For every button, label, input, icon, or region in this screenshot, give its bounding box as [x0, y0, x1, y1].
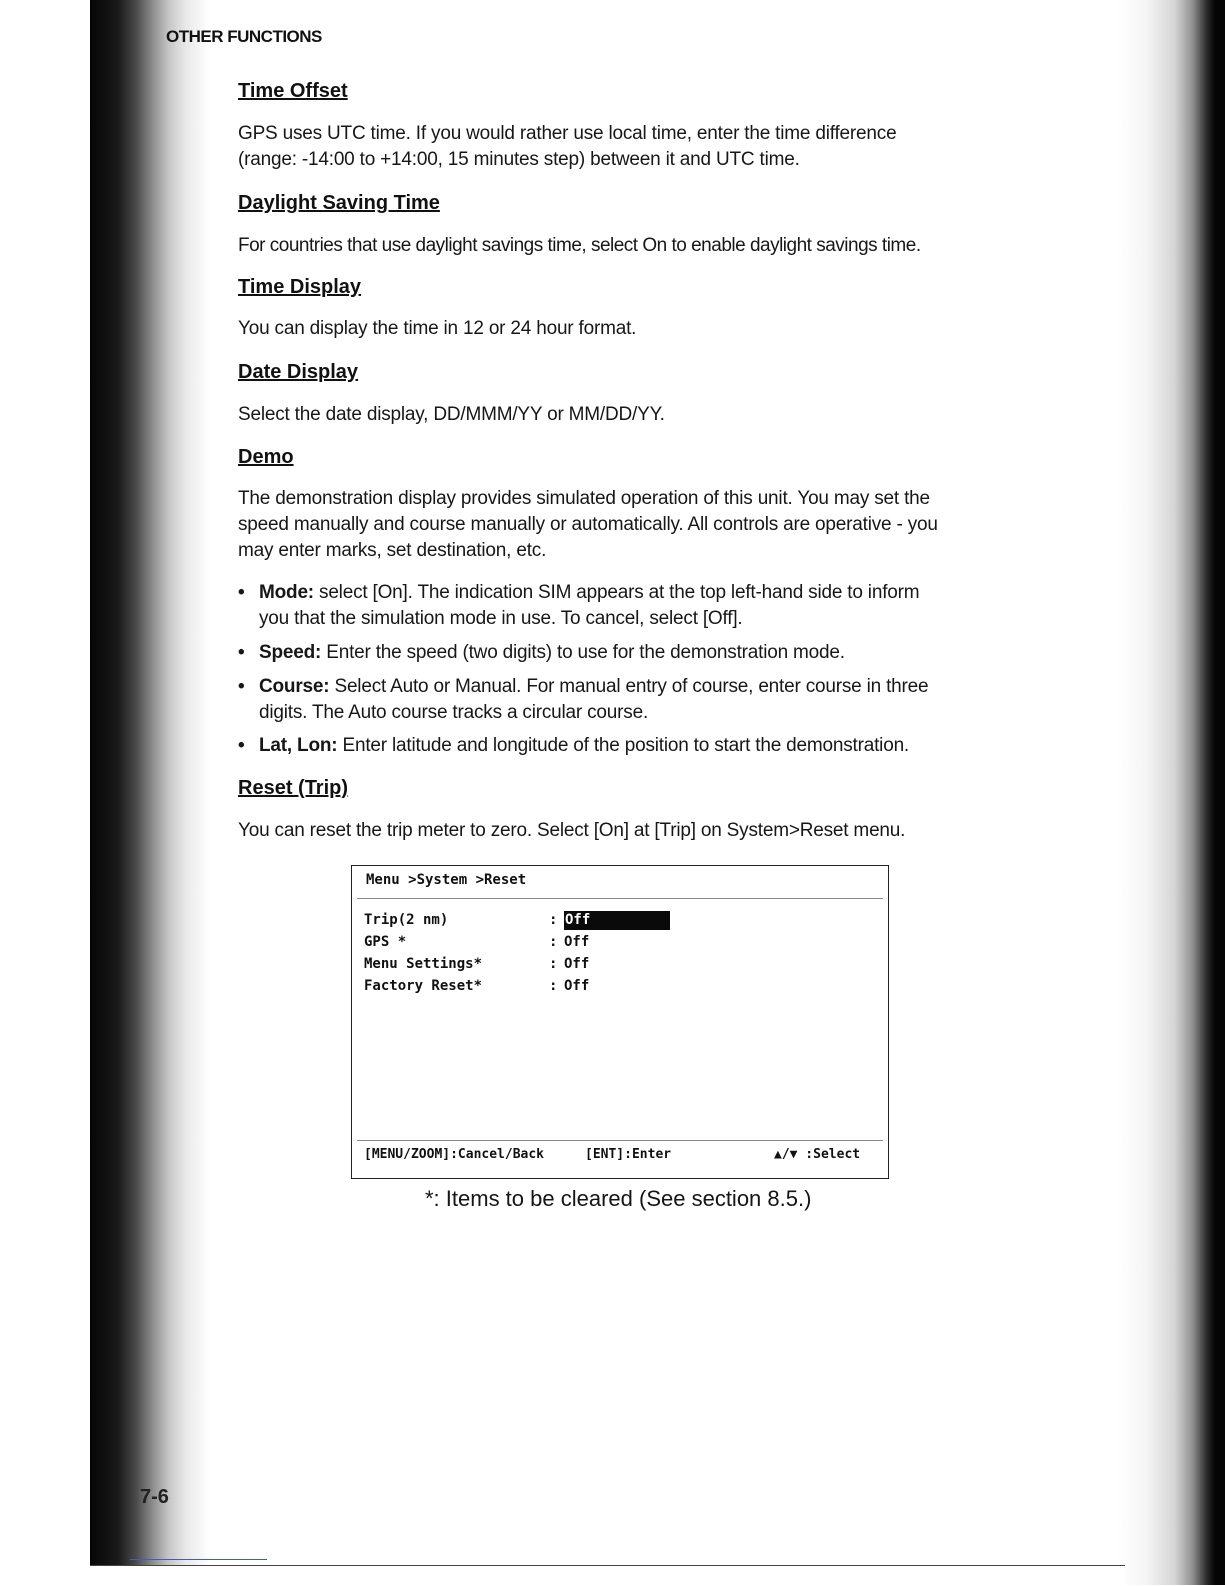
heading-demo: Demo	[238, 446, 294, 468]
bullet-text: Enter the speed (two digits) to use for the demonstration mode.	[321, 642, 845, 663]
screen-divider-bottom	[357, 1140, 883, 1141]
date-display-text: Select the date display, DD/MMM/YY or MM/DD/YY.	[238, 404, 665, 425]
bullet-dot: •	[238, 582, 245, 603]
footer-cancel-hint: [MENU/ZOOM]:Cancel/Back	[364, 1147, 545, 1162]
reset-text: You can reset the trip meter to zero. Select [On] at [Trip] on System>Reset menu.	[238, 820, 906, 841]
bullet-label: Speed:	[259, 642, 322, 663]
menu-row-label: Trip(2 nm)	[364, 912, 449, 928]
chapter-header: OTHER FUNCTIONS	[166, 27, 322, 46]
bullet-text: select [On]. The indication SIM appears at the top left-hand side to inform	[313, 582, 920, 603]
bullet-course	[238, 674, 1008, 726]
time-offset-line-1: GPS uses UTC time. If you would rather use local time, enter the time difference	[238, 123, 897, 144]
menu-row-colon: :	[549, 956, 558, 972]
bullet-text-cont: digits. The Auto course tracks a circular course.	[259, 702, 649, 723]
menu-row-label: GPS *	[364, 934, 407, 950]
menu-row-colon: :	[549, 978, 558, 994]
demo-line-2: speed manually and course manually or automatically. All controls are operative - you	[238, 514, 938, 535]
bullet-text: Select Auto or Manual. For manual entry of course, enter course in three	[329, 676, 929, 697]
time-display-text: You can display the time in 12 or 24 hour format.	[238, 318, 637, 339]
bottom-underline	[130, 1559, 267, 1560]
scan-border-right	[1115, 0, 1225, 1585]
bullet-text: Enter latitude and longitude of the position to start the demonstration.	[337, 735, 910, 756]
heading-daylight-saving: Daylight Saving Time	[238, 192, 440, 214]
page-number: 7-6	[140, 1486, 169, 1508]
bullet-label: Lat, Lon:	[259, 735, 338, 756]
bullet-dot: •	[238, 676, 245, 697]
time-offset-line-2: (range: -14:00 to +14:00, 15 minutes step) between it and UTC time.	[238, 149, 800, 170]
scan-border-bottom	[90, 1565, 1125, 1586]
footer-select-hint: ▲/▼ :Select	[774, 1147, 861, 1162]
scan-border-left	[0, 0, 90, 1585]
screen-breadcrumb: Menu >System >Reset	[366, 872, 527, 888]
menu-row-colon: :	[549, 934, 558, 950]
menu-row-label: Factory Reset*	[364, 978, 483, 994]
bullet-label: Course:	[259, 676, 330, 697]
bullet-dot: •	[238, 735, 245, 756]
heading-time-offset: Time Offset	[238, 80, 348, 102]
bullet-mode	[238, 580, 1008, 632]
bullet-lat-lon	[238, 733, 1008, 759]
figure-caption: *: Items to be cleared (See section 8.5.)	[425, 1186, 812, 1211]
menu-row-label: Menu Settings*	[364, 956, 483, 972]
heading-reset-trip: Reset (Trip)	[238, 777, 349, 799]
menu-row-value[interactable]: Off	[564, 956, 590, 972]
screen-divider-top	[357, 898, 883, 899]
heading-time-display: Time Display	[238, 276, 362, 298]
book-spine-shadow	[90, 0, 240, 1585]
demo-line-3: may enter marks, set destination, etc.	[238, 540, 547, 561]
bullet-speed	[238, 640, 1008, 666]
bullet-dot: •	[238, 642, 245, 663]
footer-enter-hint: [ENT]:Enter	[585, 1147, 672, 1162]
heading-date-display: Date Display	[238, 361, 359, 383]
menu-row-value[interactable]: Off	[564, 934, 590, 950]
reset-menu-screen	[351, 865, 889, 1179]
demo-line-1: The demonstration display provides simulated operation of this unit. You may set the	[238, 488, 930, 509]
menu-row-value[interactable]: Off	[564, 978, 590, 994]
daylight-text: For countries that use daylight savings time, select On to enable daylight savings time.	[238, 235, 921, 256]
menu-row-colon: :	[549, 912, 558, 928]
menu-row-value-selected[interactable]: Off	[564, 911, 670, 930]
bullet-label: Mode:	[259, 582, 314, 603]
bullet-text-cont: you that the simulation mode in use. To cancel, select [Off].	[259, 608, 743, 629]
